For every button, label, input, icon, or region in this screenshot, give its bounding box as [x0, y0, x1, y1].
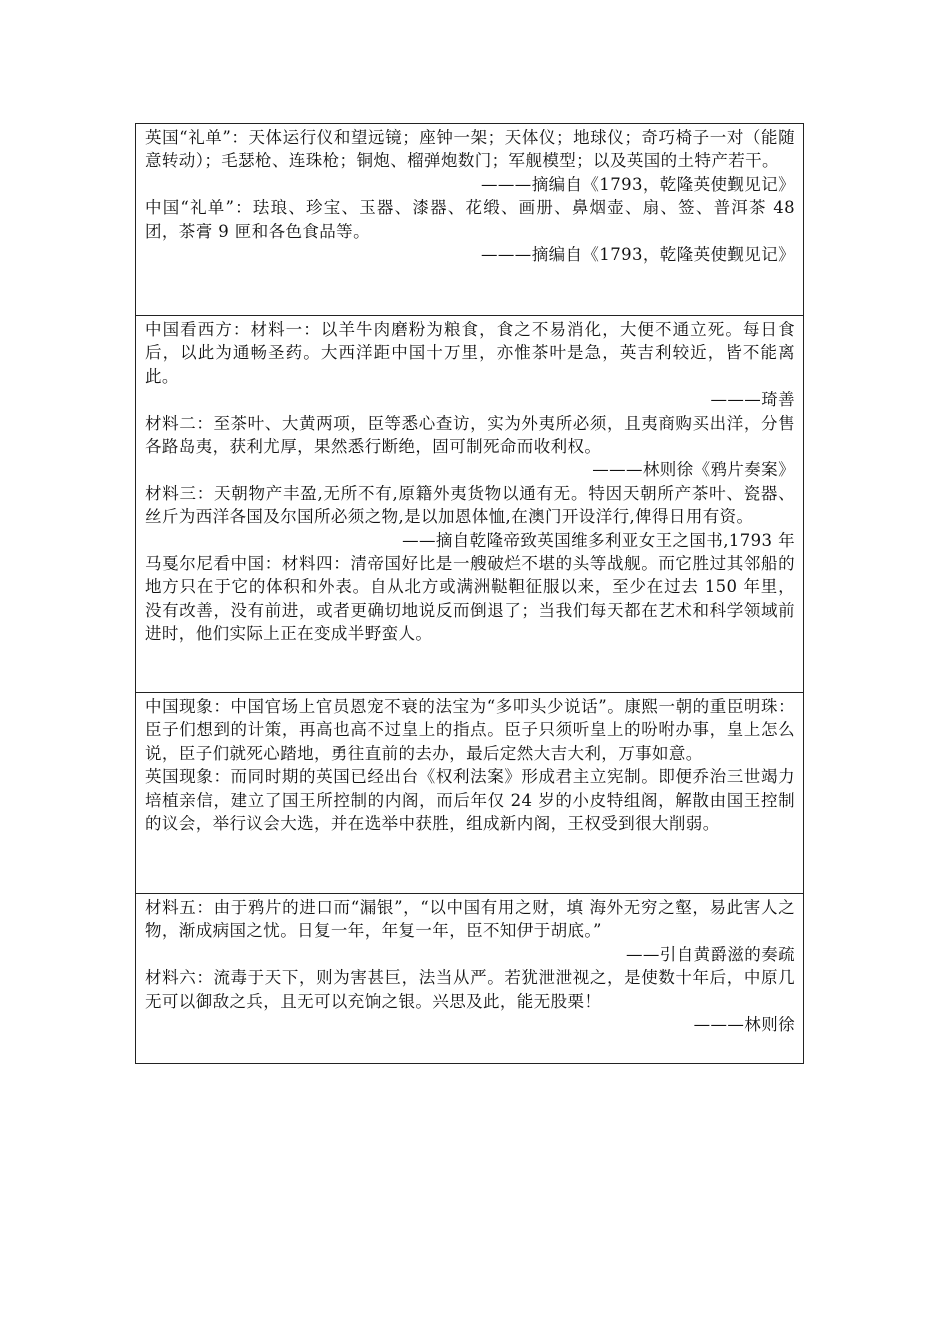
material-one: 中国看西方：材料一：以羊牛肉磨粉为粮食，食之不易消化，大便不通立死。每日食后，以此为通畅圣药。大西洋距中国十万里，亦惟茶叶是急，英吉利较近，皆不能离此。	[145, 320, 795, 386]
chinese-gift-list: 中国“礼单”：珐琅、珍宝、玉器、漆器、花缎、画册、鼻烟壶、扇、签、普洱茶 48 团，茶膏 9 匣和各色食品等。	[145, 198, 795, 241]
source-attribution: ———林则徐《鸦片奏案》	[592, 460, 795, 480]
material-four: 马戛尔尼看中国：材料四：清帝国好比是一艘破烂不堪的头等战舰。而它胜过其邻船的地方只在于它的体积和外表。自从北方或满洲鞑靼征服以来，至少在过去 150 年里，没有改善，没有前进，或者更确切地说反而倒退了；当我们每天都在艺术和科学领域前进时，他们实际上正在变成半野蛮人。	[145, 554, 795, 644]
material-three: 材料三：天朝物产丰盈,无所不有,原籍外夷货物以通有无。特因天朝所产茶叶、瓷器、丝斤为西洋各国及尔国所必须之物,是以加恩体恤,在澳门开设洋行,俾得日用有资。	[145, 483, 795, 527]
source-attribution: ——摘自乾隆帝致英国维多利亚女王之国书,1793 年	[402, 530, 795, 550]
source-attribution: ———林则徐	[693, 1015, 795, 1035]
source-attribution: ———摘编自《1793，乾隆英使觐见记》	[481, 174, 795, 194]
material-two: 材料二：至茶叶、大黄两项，臣等悉心查访，实为外夷所必须，且夷商购买出洋，分售各路岛夷，获利尤厚，果然悉行断绝，固可制死命而收利权。	[145, 413, 795, 457]
source-attribution: ———摘编自《1793，乾隆英使觐见记》	[481, 245, 795, 265]
source-attribution: ——引自黄爵滋的奏疏	[626, 944, 795, 964]
british-gift-list: 英国“礼单”：天体运行仪和望远镜；座钟一架；天体仪；地球仪；奇巧椅子一对（能随意转动）；毛瑟枪、连珠枪；铜炮、榴弹炮数门；军舰模型；以及英国的土特产若干。	[145, 128, 795, 171]
materials-table	[135, 123, 804, 1064]
mutual-views-cell	[136, 316, 803, 693]
material-five: 材料五：由于鸦片的进口而“漏银”，“以中国有用之财，填 海外无穷之壑，易此害人之物，渐成病国之忧。日复一年，年复一年，臣不知伊于胡底。”	[145, 898, 795, 941]
gift-lists-cell	[136, 124, 803, 316]
opium-materials-cell	[136, 894, 803, 1064]
china-phenomenon: 中国现象：中国官场上官员恩宠不衰的法宝为“多叩头少说话”。康熙一朝的重臣明珠：臣子们想到的计策，再高也高不过皇上的指点。臣子只须听皇上的吩咐办事，皇上怎么说，臣子们就死心踏地，勇往直前的去办，最后定然大吉大利，万事如意。	[145, 697, 795, 763]
political-phenomena-cell	[136, 693, 803, 894]
material-six: 材料六：流毒于天下，则为害甚巨，法当从严。若犹泄泄视之，是使数十年后，中原几无可以御敌之兵，且无可以充饷之银。兴思及此，能无股栗！	[145, 968, 795, 1011]
source-attribution: ———琦善	[710, 390, 795, 410]
britain-phenomenon: 英国现象：而同时期的英国已经出台《权利法案》形成君主立宪制。即便乔治三世竭力培植亲信，建立了国王所控制的内阁，而后年仅 24 岁的小皮特组阁，解散由国王控制的议会，举行议会大选，并在选举中获胜，组成新内阁，王权受到很大削弱。	[145, 767, 795, 834]
